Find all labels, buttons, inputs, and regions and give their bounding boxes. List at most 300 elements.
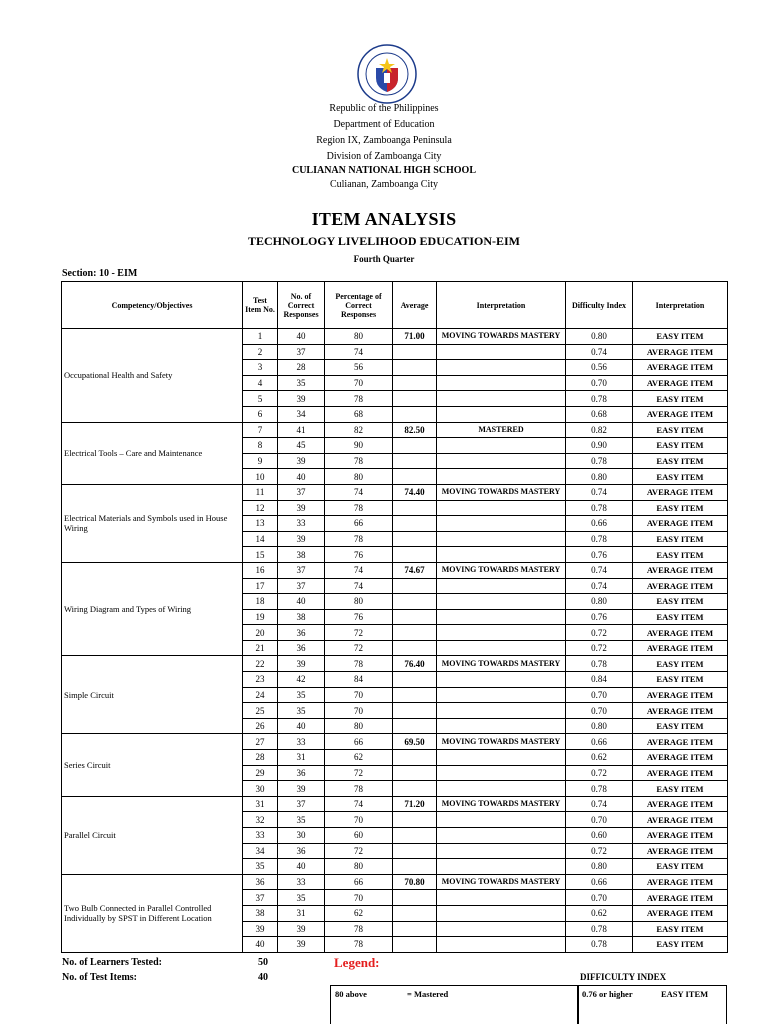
item-no-cell: 11 <box>243 484 278 500</box>
percentage-cell: 72 <box>325 625 393 641</box>
correct-cell: 34 <box>278 406 325 422</box>
difficulty-index-cell: 0.78 <box>566 500 633 516</box>
correct-cell: 30 <box>278 828 325 844</box>
percentage-cell: 74 <box>325 344 393 360</box>
test-items-label: No. of Test Items: <box>62 972 137 983</box>
percentage-cell: 74 <box>325 578 393 594</box>
difficulty-interpretation-cell: EASY ITEM <box>633 453 728 469</box>
percentage-cell: 76 <box>325 609 393 625</box>
header-line-region: Region IX, Zamboanga Peninsula <box>316 135 452 146</box>
correct-cell: 38 <box>278 547 325 563</box>
difficulty-index-cell: 0.74 <box>566 344 633 360</box>
difficulty-legend-box <box>578 985 727 1024</box>
interpretation-cell-empty <box>437 781 566 797</box>
difficulty-interpretation-cell: AVERAGE ITEM <box>633 484 728 500</box>
difficulty-index-cell: 0.80 <box>566 329 633 345</box>
correct-cell: 33 <box>278 734 325 750</box>
item-no-cell: 39 <box>243 921 278 937</box>
difficulty-index-cell: 0.70 <box>566 812 633 828</box>
difficulty-interpretation-cell: AVERAGE ITEM <box>633 625 728 641</box>
difficulty-interpretation-cell: AVERAGE ITEM <box>633 687 728 703</box>
average-cell-empty <box>393 469 437 485</box>
difficulty-index-cell: 0.70 <box>566 687 633 703</box>
item-no-cell: 27 <box>243 734 278 750</box>
difficulty-index-cell: 0.72 <box>566 843 633 859</box>
interpretation-cell-empty <box>437 453 566 469</box>
correct-cell: 36 <box>278 765 325 781</box>
average-cell: 82.50 <box>393 422 437 438</box>
difficulty-interpretation-cell: EASY ITEM <box>633 672 728 688</box>
correct-cell: 39 <box>278 500 325 516</box>
percentage-cell: 56 <box>325 360 393 376</box>
difficulty-index-cell: 0.60 <box>566 828 633 844</box>
interpretation-cell-empty <box>437 625 566 641</box>
percentage-cell: 72 <box>325 640 393 656</box>
header-competency: Competency/Objectives <box>62 282 243 329</box>
item-no-cell: 3 <box>243 360 278 376</box>
header-line-division: Division of Zamboanga City <box>326 151 442 162</box>
average-cell-empty <box>393 453 437 469</box>
interpretation-cell-empty <box>437 890 566 906</box>
table-row <box>62 329 728 345</box>
item-no-cell: 19 <box>243 609 278 625</box>
average-cell-empty <box>393 375 437 391</box>
legend-meaning: = Mastered <box>407 989 449 999</box>
item-no-cell: 38 <box>243 905 278 921</box>
difficulty-interpretation-cell: AVERAGE ITEM <box>633 516 728 532</box>
percentage-cell: 76 <box>325 547 393 563</box>
average-cell-empty <box>393 531 437 547</box>
item-no-cell: 33 <box>243 828 278 844</box>
percentage-cell: 78 <box>325 531 393 547</box>
percentage-cell: 74 <box>325 484 393 500</box>
difficulty-index-cell: 0.66 <box>566 516 633 532</box>
item-no-cell: 16 <box>243 562 278 578</box>
interpretation-cell: MOVING TOWARDS MASTERY <box>437 329 566 345</box>
correct-cell: 36 <box>278 625 325 641</box>
item-no-cell: 17 <box>243 578 278 594</box>
difficulty-interpretation-cell: AVERAGE ITEM <box>633 812 728 828</box>
average-cell-empty <box>393 937 437 953</box>
difficulty-index-cell: 0.90 <box>566 438 633 454</box>
average-cell-empty <box>393 640 437 656</box>
difficulty-interpretation-cell: AVERAGE ITEM <box>633 796 728 812</box>
table-row <box>62 874 728 890</box>
difficulty-interpretation-cell: AVERAGE ITEM <box>633 562 728 578</box>
table-row <box>62 734 728 750</box>
page-title: ITEM ANALYSIS <box>311 209 457 229</box>
difficulty-index-cell: 0.74 <box>566 562 633 578</box>
item-no-cell: 7 <box>243 422 278 438</box>
average-cell-empty <box>393 672 437 688</box>
average-cell: 74.40 <box>393 484 437 500</box>
average-cell-empty <box>393 625 437 641</box>
interpretation-cell-empty <box>437 905 566 921</box>
difficulty-interpretation-cell: EASY ITEM <box>633 547 728 563</box>
interpretation-cell-empty <box>437 750 566 766</box>
header-interpretation: Interpretation <box>437 282 566 329</box>
correct-cell: 39 <box>278 391 325 407</box>
item-no-cell: 20 <box>243 625 278 641</box>
header-difficulty-interpretation: Interpretation <box>633 282 728 329</box>
interpretation-cell-empty <box>437 765 566 781</box>
difficulty-index-cell: 0.62 <box>566 905 633 921</box>
item-no-cell: 25 <box>243 703 278 719</box>
difficulty-interpretation-cell: AVERAGE ITEM <box>633 905 728 921</box>
average-cell-empty <box>393 547 437 563</box>
average-cell: 71.20 <box>393 796 437 812</box>
average-cell-empty <box>393 890 437 906</box>
interpretation-cell-empty <box>437 703 566 719</box>
quarter-label: Fourth Quarter <box>353 254 415 264</box>
correct-cell: 39 <box>278 781 325 797</box>
percentage-cell: 72 <box>325 765 393 781</box>
interpretation-cell: MOVING TOWARDS MASTERY <box>437 562 566 578</box>
difficulty-legend-meaning: EASY ITEM <box>661 989 709 999</box>
competency-cell: Wiring Diagram and Types of Wiring <box>62 562 243 656</box>
correct-cell: 37 <box>278 344 325 360</box>
difficulty-interpretation-cell: EASY ITEM <box>633 718 728 734</box>
interpretation-cell-empty <box>437 578 566 594</box>
interpretation-cell-empty <box>437 843 566 859</box>
correct-cell: 40 <box>278 594 325 610</box>
competency-cell: Parallel Circuit <box>62 796 243 874</box>
interpretation-cell-empty <box>437 375 566 391</box>
item-no-cell: 26 <box>243 718 278 734</box>
difficulty-interpretation-cell: EASY ITEM <box>633 469 728 485</box>
average-cell-empty <box>393 516 437 532</box>
percentage-cell: 62 <box>325 750 393 766</box>
percentage-cell: 60 <box>325 828 393 844</box>
difficulty-interpretation-cell: EASY ITEM <box>633 438 728 454</box>
interpretation-cell-empty <box>437 937 566 953</box>
difficulty-interpretation-cell: EASY ITEM <box>633 329 728 345</box>
difficulty-index-title: DIFFICULTY INDEX <box>580 972 667 982</box>
header-item-no: Test Item No. <box>243 282 278 329</box>
interpretation-cell-empty <box>437 687 566 703</box>
school-address: Culianan, Zamboanga City <box>329 179 439 190</box>
percentage-cell: 80 <box>325 469 393 485</box>
difficulty-index-cell: 0.76 <box>566 609 633 625</box>
table-row <box>62 796 728 812</box>
difficulty-index-cell: 0.84 <box>566 672 633 688</box>
difficulty-index-cell: 0.78 <box>566 937 633 953</box>
average-cell-empty <box>393 703 437 719</box>
average-cell-empty <box>393 765 437 781</box>
average-cell-empty <box>393 812 437 828</box>
competency-cell: Occupational Health and Safety <box>62 329 243 423</box>
interpretation-cell-empty <box>437 344 566 360</box>
difficulty-index-cell: 0.78 <box>566 656 633 672</box>
item-no-cell: 12 <box>243 500 278 516</box>
average-cell-empty <box>393 828 437 844</box>
percentage-cell: 82 <box>325 422 393 438</box>
table-row <box>62 562 728 578</box>
difficulty-interpretation-cell: EASY ITEM <box>633 422 728 438</box>
correct-cell: 31 <box>278 905 325 921</box>
item-no-cell: 40 <box>243 937 278 953</box>
difficulty-index-cell: 0.80 <box>566 469 633 485</box>
correct-cell: 28 <box>278 360 325 376</box>
interpretation-cell: MOVING TOWARDS MASTERY <box>437 656 566 672</box>
competency-cell: Electrical Tools – Care and Maintenance <box>62 422 243 484</box>
legend-range: 80 above <box>335 989 367 999</box>
percentage-cell: 70 <box>325 703 393 719</box>
learners-tested-label: No. of Learners Tested: <box>62 957 162 968</box>
difficulty-index-cell: 0.76 <box>566 547 633 563</box>
difficulty-interpretation-cell: AVERAGE ITEM <box>633 375 728 391</box>
item-no-cell: 9 <box>243 453 278 469</box>
percentage-cell: 84 <box>325 672 393 688</box>
difficulty-index-cell: 0.72 <box>566 640 633 656</box>
correct-cell: 37 <box>278 484 325 500</box>
percentage-cell: 74 <box>325 562 393 578</box>
item-no-cell: 6 <box>243 406 278 422</box>
competency-cell: Series Circuit <box>62 734 243 796</box>
correct-cell: 37 <box>278 796 325 812</box>
difficulty-index-cell: 0.72 <box>566 765 633 781</box>
difficulty-index-cell: 0.66 <box>566 874 633 890</box>
correct-cell: 40 <box>278 859 325 875</box>
difficulty-index-cell: 0.74 <box>566 796 633 812</box>
correct-cell: 35 <box>278 703 325 719</box>
item-no-cell: 15 <box>243 547 278 563</box>
percentage-cell: 78 <box>325 781 393 797</box>
difficulty-interpretation-cell: EASY ITEM <box>633 500 728 516</box>
item-no-cell: 24 <box>243 687 278 703</box>
item-analysis-table <box>61 281 728 953</box>
average-cell-empty <box>393 609 437 625</box>
difficulty-index-cell: 0.78 <box>566 453 633 469</box>
item-no-cell: 28 <box>243 750 278 766</box>
header-line-republic: Republic of the Philippines <box>329 103 439 114</box>
deped-seal-icon <box>357 44 417 104</box>
correct-cell: 40 <box>278 718 325 734</box>
interpretation-cell-empty <box>437 406 566 422</box>
item-no-cell: 29 <box>243 765 278 781</box>
item-no-cell: 1 <box>243 329 278 345</box>
interpretation-cell-empty <box>437 391 566 407</box>
table-body <box>62 329 728 953</box>
percentage-cell: 68 <box>325 406 393 422</box>
percentage-cell: 70 <box>325 687 393 703</box>
percentage-cell: 74 <box>325 796 393 812</box>
interpretation-cell-empty <box>437 469 566 485</box>
difficulty-interpretation-cell: EASY ITEM <box>633 531 728 547</box>
average-cell-empty <box>393 843 437 859</box>
difficulty-index-cell: 0.68 <box>566 406 633 422</box>
average-cell-empty <box>393 718 437 734</box>
correct-cell: 40 <box>278 329 325 345</box>
average-cell: 71.00 <box>393 329 437 345</box>
correct-cell: 37 <box>278 562 325 578</box>
percentage-cell: 78 <box>325 500 393 516</box>
percentage-cell: 66 <box>325 874 393 890</box>
difficulty-index-cell: 0.78 <box>566 921 633 937</box>
correct-cell: 45 <box>278 438 325 454</box>
difficulty-interpretation-cell: AVERAGE ITEM <box>633 578 728 594</box>
percentage-cell: 66 <box>325 734 393 750</box>
average-cell-empty <box>393 781 437 797</box>
legend-box <box>330 985 578 1024</box>
average-cell-empty <box>393 921 437 937</box>
correct-cell: 42 <box>278 672 325 688</box>
percentage-cell: 78 <box>325 656 393 672</box>
interpretation-cell-empty <box>437 438 566 454</box>
interpretation-cell-empty <box>437 921 566 937</box>
item-no-cell: 13 <box>243 516 278 532</box>
difficulty-interpretation-cell: AVERAGE ITEM <box>633 843 728 859</box>
difficulty-interpretation-cell: AVERAGE ITEM <box>633 874 728 890</box>
percentage-cell: 66 <box>325 516 393 532</box>
correct-cell: 35 <box>278 375 325 391</box>
item-no-cell: 23 <box>243 672 278 688</box>
difficulty-interpretation-cell: AVERAGE ITEM <box>633 890 728 906</box>
correct-cell: 35 <box>278 890 325 906</box>
interpretation-cell-empty <box>437 672 566 688</box>
item-no-cell: 34 <box>243 843 278 859</box>
difficulty-index-cell: 0.80 <box>566 859 633 875</box>
average-cell-empty <box>393 500 437 516</box>
percentage-cell: 78 <box>325 921 393 937</box>
difficulty-index-cell: 0.80 <box>566 594 633 610</box>
difficulty-interpretation-cell: EASY ITEM <box>633 656 728 672</box>
correct-cell: 38 <box>278 609 325 625</box>
difficulty-interpretation-cell: AVERAGE ITEM <box>633 406 728 422</box>
difficulty-index-cell: 0.62 <box>566 750 633 766</box>
item-no-cell: 36 <box>243 874 278 890</box>
percentage-cell: 72 <box>325 843 393 859</box>
correct-cell: 33 <box>278 516 325 532</box>
difficulty-interpretation-cell: AVERAGE ITEM <box>633 344 728 360</box>
interpretation-cell-empty <box>437 516 566 532</box>
table-row <box>62 656 728 672</box>
difficulty-interpretation-cell: EASY ITEM <box>633 859 728 875</box>
difficulty-interpretation-cell: AVERAGE ITEM <box>633 734 728 750</box>
difficulty-interpretation-cell: AVERAGE ITEM <box>633 360 728 376</box>
correct-cell: 39 <box>278 531 325 547</box>
competency-cell: Simple Circuit <box>62 656 243 734</box>
section-label: Section: 10 - EIM <box>62 268 138 279</box>
correct-cell: 39 <box>278 656 325 672</box>
legend-title: Legend: <box>334 955 380 970</box>
correct-cell: 39 <box>278 453 325 469</box>
difficulty-legend-range: 0.76 or higher <box>582 989 633 999</box>
interpretation-cell-empty <box>437 812 566 828</box>
difficulty-interpretation-cell: EASY ITEM <box>633 781 728 797</box>
item-no-cell: 10 <box>243 469 278 485</box>
difficulty-interpretation-cell: EASY ITEM <box>633 609 728 625</box>
percentage-cell: 80 <box>325 859 393 875</box>
item-no-cell: 4 <box>243 375 278 391</box>
competency-cell: Two Bulb Connected in Parallel Controlled Individually by SPST in Different Location <box>62 874 243 952</box>
correct-cell: 39 <box>278 937 325 953</box>
interpretation-cell: MOVING TOWARDS MASTERY <box>437 796 566 812</box>
difficulty-interpretation-cell: AVERAGE ITEM <box>633 640 728 656</box>
percentage-cell: 80 <box>325 329 393 345</box>
correct-cell: 31 <box>278 750 325 766</box>
percentage-cell: 70 <box>325 890 393 906</box>
item-no-cell: 5 <box>243 391 278 407</box>
correct-cell: 35 <box>278 812 325 828</box>
item-no-cell: 32 <box>243 812 278 828</box>
correct-cell: 36 <box>278 640 325 656</box>
average-cell-empty <box>393 360 437 376</box>
difficulty-interpretation-cell: EASY ITEM <box>633 391 728 407</box>
average-cell-empty <box>393 687 437 703</box>
difficulty-index-cell: 0.66 <box>566 734 633 750</box>
difficulty-index-cell: 0.70 <box>566 703 633 719</box>
correct-cell: 41 <box>278 422 325 438</box>
difficulty-index-cell: 0.78 <box>566 531 633 547</box>
difficulty-interpretation-cell: AVERAGE ITEM <box>633 765 728 781</box>
average-cell-empty <box>393 594 437 610</box>
average-cell-empty <box>393 859 437 875</box>
average-cell-empty <box>393 438 437 454</box>
learners-tested-value: 50 <box>258 957 268 968</box>
average-cell-empty <box>393 406 437 422</box>
interpretation-cell-empty <box>437 640 566 656</box>
average-cell: 69.50 <box>393 734 437 750</box>
percentage-cell: 80 <box>325 594 393 610</box>
difficulty-index-cell: 0.70 <box>566 375 633 391</box>
item-no-cell: 37 <box>243 890 278 906</box>
difficulty-interpretation-cell: AVERAGE ITEM <box>633 828 728 844</box>
header-percentage: Percentage of Correct Responses <box>325 282 393 329</box>
difficulty-index-cell: 0.56 <box>566 360 633 376</box>
difficulty-index-cell: 0.74 <box>566 578 633 594</box>
correct-cell: 33 <box>278 874 325 890</box>
difficulty-index-cell: 0.78 <box>566 781 633 797</box>
competency-cell: Electrical Materials and Symbols used in House Wiring <box>62 484 243 562</box>
correct-cell: 40 <box>278 469 325 485</box>
percentage-cell: 78 <box>325 391 393 407</box>
average-cell-empty <box>393 578 437 594</box>
difficulty-interpretation-cell: AVERAGE ITEM <box>633 750 728 766</box>
interpretation-cell-empty <box>437 360 566 376</box>
table-row <box>62 484 728 500</box>
interpretation-cell: MASTERED <box>437 422 566 438</box>
difficulty-interpretation-cell: EASY ITEM <box>633 937 728 953</box>
interpretation-cell-empty <box>437 609 566 625</box>
item-no-cell: 31 <box>243 796 278 812</box>
school-name: CULIANAN NATIONAL HIGH SCHOOL <box>291 165 476 176</box>
average-cell-empty <box>393 391 437 407</box>
percentage-cell: 70 <box>325 375 393 391</box>
header-correct: No. of Correct Responses <box>278 282 325 329</box>
percentage-cell: 80 <box>325 718 393 734</box>
correct-cell: 37 <box>278 578 325 594</box>
difficulty-index-cell: 0.78 <box>566 391 633 407</box>
difficulty-index-cell: 0.70 <box>566 890 633 906</box>
interpretation-cell: MOVING TOWARDS MASTERY <box>437 874 566 890</box>
table-row <box>62 422 728 438</box>
percentage-cell: 78 <box>325 453 393 469</box>
interpretation-cell-empty <box>437 859 566 875</box>
percentage-cell: 90 <box>325 438 393 454</box>
item-no-cell: 8 <box>243 438 278 454</box>
item-no-cell: 22 <box>243 656 278 672</box>
interpretation-cell: MOVING TOWARDS MASTERY <box>437 484 566 500</box>
item-no-cell: 35 <box>243 859 278 875</box>
interpretation-cell-empty <box>437 718 566 734</box>
page-subtitle: TECHNOLOGY LIVELIHOOD EDUCATION-EIM <box>247 234 521 248</box>
average-cell-empty <box>393 344 437 360</box>
table-header-row <box>62 282 728 329</box>
header-difficulty: Difficulty Index <box>566 282 633 329</box>
correct-cell: 35 <box>278 687 325 703</box>
percentage-cell: 62 <box>325 905 393 921</box>
